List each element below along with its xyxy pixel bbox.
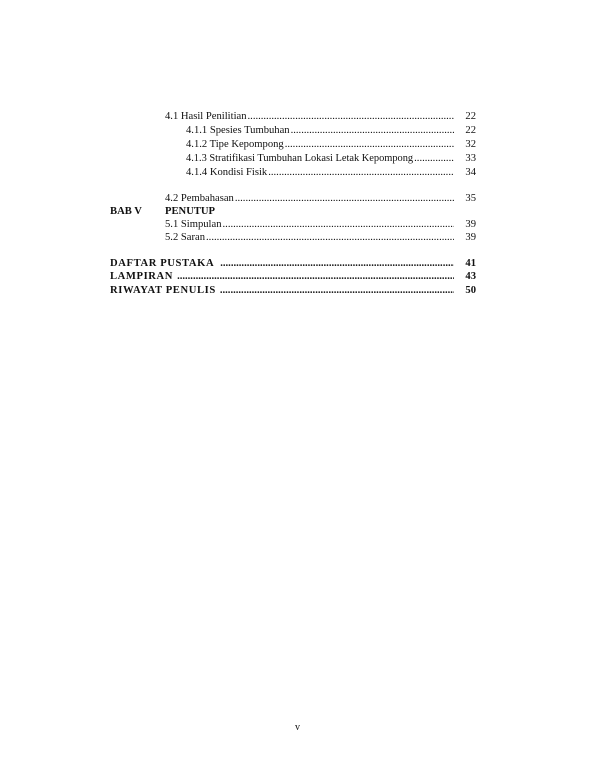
dot-leader [285,138,454,152]
dot-leader [291,124,454,138]
dot-leader [220,257,454,271]
page-number: v [295,722,300,733]
toc-entry-page: 33 [465,153,476,164]
toc-entry-page: 22 [465,125,476,136]
dot-leader [220,284,454,298]
toc-entry-label: 4.1.2 Tipe Kepompong [186,139,284,150]
toc-entry-riwayat-penulis [0,284,595,298]
toc-entry-label: DAFTAR PUSTAKA [110,258,215,269]
toc-entry-lampiran [0,270,595,284]
toc-entry-4-1-2 [0,138,595,152]
dot-leader [206,231,454,245]
toc-entry-label: 4.1.4 Kondisi Fisik [186,167,268,178]
toc-entry-label: 5.1 Simpulan [165,219,222,230]
toc-entry-label: 4.2 Pembahasan [165,193,234,204]
toc-entry-page: 39 [465,232,476,243]
toc-entry-page: 39 [465,219,476,230]
toc-entry-5-2 [0,231,595,245]
toc-entry-page: 50 [465,285,476,296]
toc-entry-5-1 [0,218,595,232]
toc-entry-4-1 [0,110,595,124]
toc-entry-4-2 [0,192,595,206]
toc-chapter-bab-v [0,205,595,219]
dot-leader [223,218,454,232]
toc-entry-daftar-pustaka [0,257,595,271]
toc-entry-page: 43 [465,271,476,282]
dot-leader [414,152,454,166]
toc-entry-4-1-1 [0,124,595,138]
toc-entry-page: 41 [465,258,476,269]
toc-entry-4-1-3 [0,152,595,166]
chapter-title: PENUTUP [165,206,216,217]
toc-entry-label: 4.1.1 Spesies Tumbuhan [186,125,290,136]
toc-entry-label: 4.1 Hasil Penilitian [165,111,247,122]
toc-entry-page: 22 [465,111,476,122]
dot-leader [268,166,454,180]
dot-leader [235,192,454,206]
toc-entry-label: RIWAYAT PENULIS [110,285,216,296]
toc-entry-label: 5.2 Saran [165,232,206,243]
chapter-number: BAB V [110,206,142,217]
toc-entry-label: LAMPIRAN [110,271,174,282]
toc-entry-page: 35 [465,193,476,204]
toc-entry-page: 34 [465,167,476,178]
toc-entry-4-1-4 [0,166,595,180]
dot-leader [248,110,454,124]
toc-entry-page: 32 [465,139,476,150]
toc-entry-label: 4.1.3 Stratifikasi Tumbuhan Lokasi Letak Kepompong [186,153,414,164]
dot-leader [177,270,454,284]
